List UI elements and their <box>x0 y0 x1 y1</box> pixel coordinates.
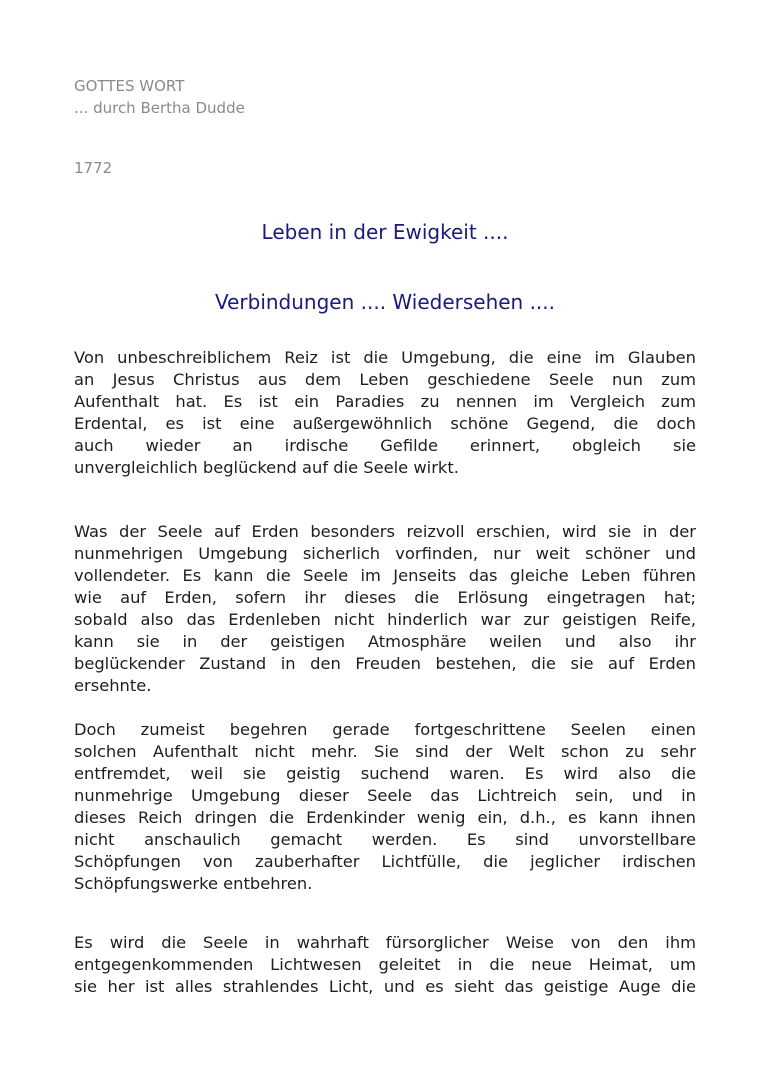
text-line: Erdental, es ist eine außergewöhnlich schöne Gegend, die doch <box>74 414 696 433</box>
text-line: Aufenthalt hat. Es ist ein Paradies zu nennen im Vergleich zum <box>74 392 696 411</box>
text-line: nicht anschaulich gemacht werden. Es sind unvorstellbare <box>74 830 696 849</box>
text-line: sie her ist alles strahlendes Licht, und es sieht das geistige Auge die <box>74 977 696 996</box>
text-line: unvergleichlich beglückend auf die Seele wirkt. <box>74 458 459 477</box>
paragraph-4 <box>74 932 696 998</box>
text-line: Es wird die Seele in wahrhaft fürsorglicher Weise von den ihm <box>74 933 696 952</box>
text-line: nunmehrigen Umgebung sicherlich vorfinden, nur weit schöner und <box>74 544 696 563</box>
text-line: auch wieder an irdische Gefilde erinnert, obgleich sie <box>74 436 696 455</box>
text-line: dieses Reich dringen die Erdenkinder wenig ein, d.h., es kann ihnen <box>74 808 696 827</box>
text-line: entfremdet, weil sie geistig suchend waren. Es wird also die <box>74 764 696 783</box>
text-line: Schöpfungswerke entbehren. <box>74 874 313 893</box>
text-line: wie auf Erden, sofern ihr dieses die Erlösung eingetragen hat; <box>74 588 696 607</box>
page-title: Leben in der Ewigkeit .... <box>261 220 509 244</box>
text-line: nunmehrige Umgebung dieser Seele das Lichtreich sein, und in <box>74 786 696 805</box>
text-line: Doch zumeist begehren gerade fortgeschrittene Seelen einen <box>74 720 696 739</box>
text-line: solchen Aufenthalt nicht mehr. Sie sind der Welt schon zu sehr <box>74 742 696 761</box>
author-line: ... durch Bertha Dudde <box>74 99 245 117</box>
text-line: Schöpfungen von zauberhafter Lichtfülle, die jeglicher irdischen <box>74 852 696 871</box>
series-heading: GOTTES WORT <box>74 77 185 95</box>
message-number: 1772 <box>74 159 113 177</box>
text-line: beglückender Zustand in den Freuden bestehen, die sie auf Erden <box>74 654 696 673</box>
paragraph-3 <box>74 719 696 895</box>
text-line: Was der Seele auf Erden besonders reizvoll erschien, wird sie in der <box>74 522 696 541</box>
text-line: an Jesus Christus aus dem Leben geschiedene Seele nun zum <box>74 370 696 389</box>
text-line: vollendeter. Es kann die Seele im Jenseits das gleiche Leben führen <box>74 566 696 585</box>
text-line: sobald also das Erdenleben nicht hinderlich war zur geistigen Reife, <box>74 610 696 629</box>
text-line: kann sie in der geistigen Atmosphäre weilen und also ihr <box>74 632 696 651</box>
paragraph-1 <box>74 347 696 479</box>
text-line: entgegenkommenden Lichtwesen geleitet in die neue Heimat, um <box>74 955 696 974</box>
text-line: Von unbeschreiblichem Reiz ist die Umgebung, die eine im Glauben <box>74 348 696 367</box>
page-subtitle: Verbindungen .... Wiedersehen .... <box>214 290 556 314</box>
text-line: ersehnte. <box>74 676 152 695</box>
paragraph-2 <box>74 521 696 697</box>
